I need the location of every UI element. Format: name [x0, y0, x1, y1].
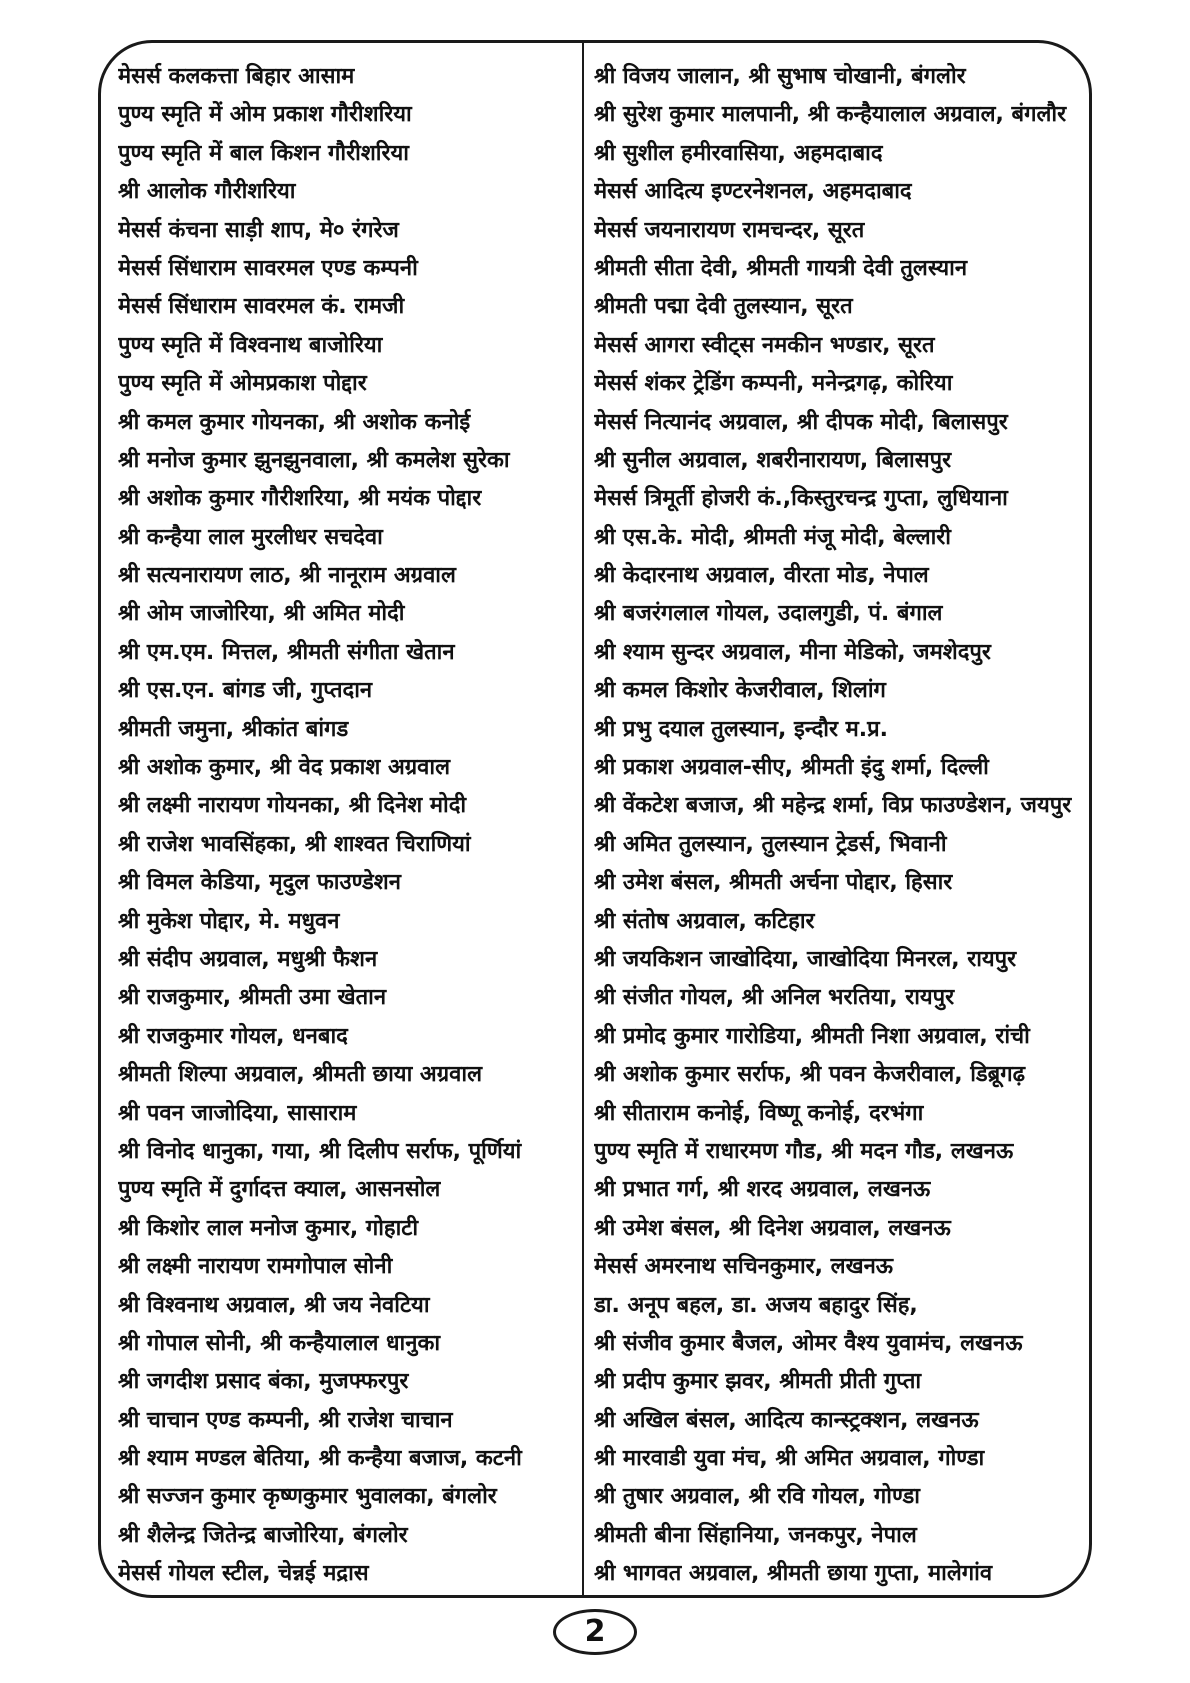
list-item: पुण्य स्मृति में ओम प्रकाश गौरीशरिया: [118, 102, 412, 128]
list-item: श्री बजरंगलाल गोयल, उदालगुडी, पं. बंगाल: [594, 601, 943, 627]
list-item: श्री सुनील अग्रवाल, शबरीनारायण, बिलासपुर: [594, 447, 952, 473]
list-item: श्री तुषार अग्रवाल, श्री रवि गोयल, गोण्डा: [594, 1484, 920, 1510]
list-item: मेसर्स अमरनाथ सचिनकुमार, लखनऊ: [594, 1254, 894, 1280]
list-item: श्री आलोक गौरीशरिया: [118, 179, 296, 205]
list-item: श्री अखिल बंसल, आदित्य कान्स्ट्रक्शन, लखनऊ: [594, 1407, 979, 1433]
list-item: श्री संदीप अग्रवाल, मधुश्री फैशन: [118, 946, 378, 972]
list-item: श्री ओम जाजोरिया, श्री अमित मोदी: [118, 601, 405, 627]
list-item: पुण्य स्मृति में राधारमण गौड, श्री मदन गौड, लखनऊ: [594, 1138, 1014, 1164]
list-item: श्री जयकिशन जाखोदिया, जाखोदिया मिनरल, रायपुर: [594, 946, 1017, 972]
list-item: श्री वेंकटेश बजाज, श्री महेन्द्र शर्मा, विप्र फाउण्डेशन, जयपुर: [594, 793, 1072, 819]
list-item: मेसर्स कलकत्ता बिहार आसाम: [118, 64, 355, 89]
list-item: श्री एस.एन. बांगड जी, गुप्तदान: [118, 678, 373, 704]
list-item: मेसर्स गोयल स्टील, चेन्नई मद्रास: [118, 1561, 369, 1587]
list-item: श्री चाचान एण्ड कम्पनी, श्री राजेश चाचान: [118, 1407, 453, 1433]
list-item: श्री सुरेश कुमार मालपानी, श्री कन्हैयालाल अग्रवाल, बंगलौर: [594, 102, 1067, 128]
list-item: श्री कमल कुमार गोयनका, श्री अशोक कनोई: [118, 409, 471, 435]
list-item: पुण्य स्मृति में ओमप्रकाश पोद्दार: [118, 371, 367, 397]
list-item: डा. अनूप बहल, डा. अजय बहादुर सिंह,: [594, 1292, 918, 1318]
list-item: श्री कमल किशोर केजरीवाल, शिलांग: [594, 678, 886, 704]
list-item: पुण्य स्मृति में बाल किशन गौरीशरिया: [118, 140, 409, 166]
list-item: श्री विनोद धानुका, गया, श्री दिलीप सर्राफ, पूर्णियां: [118, 1138, 522, 1164]
list-item: श्री सज्जन कुमार कृष्णकुमार भुवालका, बंगलोर: [118, 1484, 497, 1510]
list-item: श्री प्रदीप कुमार झवर, श्रीमती प्रीती गुप्ता: [594, 1369, 922, 1395]
list-item: श्रीमती सीता देवी, श्रीमती गायत्री देवी तुलस्यान: [594, 255, 968, 281]
list-item: श्री केदारनाथ अग्रवाल, वीरता मोड, नेपाल: [594, 563, 929, 589]
list-item: श्री मारवाडी युवा मंच, श्री अमित अग्रवाल, गोण्डा: [594, 1446, 985, 1472]
list-item: श्री अशोक कुमार, श्री वेद प्रकाश अग्रवाल: [118, 755, 451, 781]
list-item: श्री प्रभु दयाल तुलस्यान, इन्दौर म.प्र.: [594, 716, 889, 742]
list-item: श्रीमती जमुना, श्रीकांत बांगड: [118, 716, 349, 742]
list-item: श्री अशोक कुमार सर्राफ, श्री पवन केजरीवाल, डिब्रूगढ़: [594, 1062, 1026, 1088]
column-divider: [582, 43, 584, 1595]
list-item: मेसर्स जयनारायण रामचन्दर, सूरत: [594, 217, 865, 243]
list-item: श्री उमेश बंसल, श्रीमती अर्चना पोद्दार, हिसार: [594, 870, 953, 896]
list-item: श्री लक्ष्मी नारायण रामगोपाल सोनी: [118, 1254, 393, 1280]
list-item: श्री सत्यनारायण लाठ, श्री नानूराम अग्रवाल: [118, 563, 456, 589]
list-item: मेसर्स सिंधाराम सावरमल एण्ड कम्पनी: [118, 255, 418, 281]
list-item: श्री राजकुमार गोयल, धनबाद: [118, 1023, 348, 1049]
list-item: मेसर्स कंचना साड़ी शाप, मे० रंगरेज: [118, 217, 399, 243]
list-item: मेसर्स सिंधाराम सावरमल कं. रामजी: [118, 294, 405, 320]
list-item: श्री श्याम सुन्दर अग्रवाल, मीना मेडिको, जमशेदपुर: [594, 639, 991, 665]
list-item: श्री संजीत गोयल, श्री अनिल भरतिया, रायपुर: [594, 985, 955, 1011]
list-item: श्री भागवत अग्रवाल, श्रीमती छाया गुप्ता, मालेगांव: [594, 1561, 993, 1587]
list-item: श्री मनोज कुमार झुनझुनवाला, श्री कमलेश सुरेका: [118, 447, 510, 473]
list-item: श्री गोपाल सोनी, श्री कन्हैयालाल धानुका: [118, 1330, 441, 1356]
list-item: श्री श्याम मण्डल बेतिया, श्री कन्हैया बजाज, कटनी: [118, 1446, 522, 1472]
list-item: श्री लक्ष्मी नारायण गोयनका, श्री दिनेश मोदी: [118, 793, 467, 819]
list-item: श्री जगदीश प्रसाद बंका, मुजफ्फरपुर: [118, 1369, 409, 1395]
list-item: श्रीमती शिल्पा अग्रवाल, श्रीमती छाया अग्रवाल: [118, 1062, 482, 1088]
list-item: श्री किशोर लाल मनोज कुमार, गोहाटी: [118, 1215, 419, 1241]
list-item: पुण्य स्मृति में दुर्गादत्त क्याल, आसनसोल: [118, 1177, 441, 1203]
list-item: श्री प्रभात गर्ग, श्री शरद अग्रवाल, लखनऊ: [594, 1177, 931, 1203]
list-item: श्री मुकेश पोद्दार, मे. मधुवन: [118, 908, 340, 934]
list-item: मेसर्स नित्यानंद अग्रवाल, श्री दीपक मोदी, बिलासपुर: [594, 409, 1008, 435]
list-item: श्री अमित तुलस्यान, तुलस्यान ट्रेडर्स, भिवानी: [594, 831, 947, 857]
list-item: श्री राजकुमार, श्रीमती उमा खेतान: [118, 985, 387, 1011]
list-item: श्रीमती बीना सिंहानिया, जनकपुर, नेपाल: [594, 1522, 917, 1548]
list-item: श्री पवन जाजोदिया, सासाराम: [118, 1100, 357, 1126]
list-item: श्री विमल केडिया, मृदुल फाउण्डेशन: [118, 870, 401, 896]
list-item: मेसर्स आगरा स्वीट्स नमकीन भण्डार, सूरत: [594, 332, 935, 358]
list-item: श्री शैलेन्द्र जितेन्द्र बाजोरिया, बंगलोर: [118, 1522, 408, 1548]
right-column-list: [594, 58, 1088, 1594]
list-item: श्री राजेश भावसिंहका, श्री शाश्वत चिराणियां: [118, 831, 471, 857]
list-item: श्री संतोष अग्रवाल, कटिहार: [594, 908, 815, 934]
list-item: मेसर्स त्रिमूर्ती होजरी कं.,किस्तुरचन्द्र गुप्ता, लुधियाना: [594, 486, 1008, 512]
list-item: श्रीमती पद्मा देवी तुलस्यान, सूरत: [594, 294, 853, 320]
list-item: मेसर्स शंकर ट्रेडिंग कम्पनी, मनेन्द्रगढ़, कोरिया: [594, 371, 953, 397]
list-item: श्री सीताराम कनोई, विष्णू कनोई, दरभंगा: [594, 1100, 924, 1126]
list-item: श्री संजीव कुमार बैजल, ओमर वैश्य युवामंच, लखनऊ: [594, 1330, 1023, 1356]
page-number: 2: [553, 1609, 637, 1655]
left-column-list: [118, 58, 576, 1594]
list-item: श्री सुशील हमीरवासिया, अहमदाबाद: [594, 140, 883, 166]
list-item: पुण्य स्मृति में विश्वनाथ बाजोरिया: [118, 332, 383, 358]
list-item: श्री प्रमोद कुमार गारोडिया, श्रीमती निशा अग्रवाल, रांची: [594, 1023, 1030, 1049]
list-item: श्री विजय जालान, श्री सुभाष चोखानी, बंगलोर: [594, 64, 966, 89]
list-item: श्री कन्हैया लाल मुरलीधर सचदेवा: [118, 524, 383, 550]
list-item: श्री एस.के. मोदी, श्रीमती मंजू मोदी, बेल्लारी: [594, 524, 952, 550]
list-item: श्री एम.एम. मित्तल, श्रीमती संगीता खेतान: [118, 639, 455, 665]
list-item: श्री उमेश बंसल, श्री दिनेश अग्रवाल, लखनऊ: [594, 1215, 951, 1241]
list-item: श्री प्रकाश अग्रवाल-सीए, श्रीमती इंदु शर्मा, दिल्ली: [594, 755, 989, 781]
list-item: श्री विश्वनाथ अग्रवाल, श्री जय नेवटिया: [118, 1292, 430, 1318]
list-item: श्री अशोक कुमार गौरीशरिया, श्री मयंक पोद्दार: [118, 486, 482, 512]
list-item: मेसर्स आदित्य इण्टरनेशनल, अहमदाबाद: [594, 179, 912, 205]
